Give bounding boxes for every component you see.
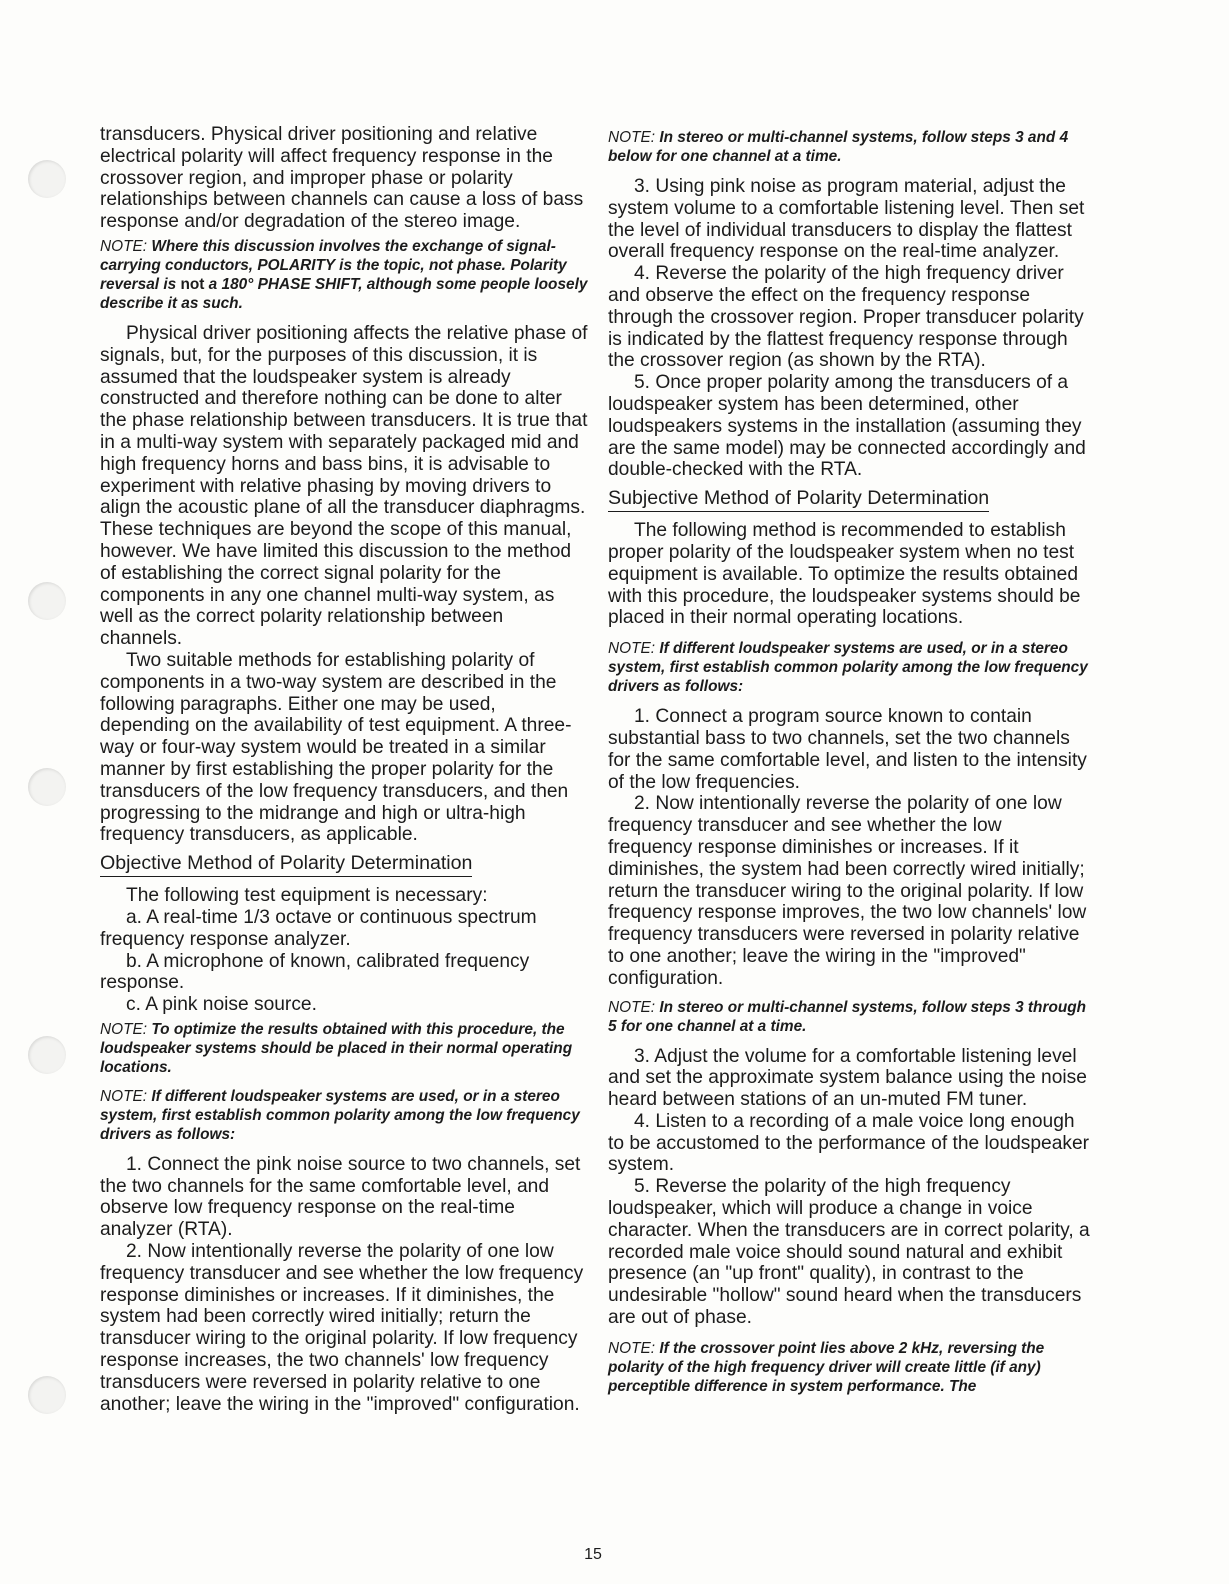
binder-hole [28, 768, 66, 806]
section-heading: Objective Method of Polarity Determination [100, 852, 472, 877]
right-column [608, 124, 1090, 1406]
list-item: b. A microphone of known, calibrated frequency response. [100, 950, 530, 994]
note-label: NOTE: [608, 1339, 656, 1357]
paragraph: Two suitable methods for establishing polarity of components in a two-way system are described in the following paragraphs. Either one may be used, depending on the availability of test equipment. A three-way or four-way system would be treated in a similar manner by first establishing the proper polarity for the transducers of the low frequency transducers, and then progressing to the midrange and high or ultra-high frequency transducers, as applicable. [100, 649, 572, 846]
note [100, 1087, 590, 1144]
note [100, 1020, 590, 1077]
note-text: a 180° PHASE SHIFT, although some people loosely describe it as such. [100, 275, 588, 312]
note [608, 128, 1090, 166]
note-text: If different loudspeaker systems are used, or in a stereo system, first establish common polarity among the low frequency drivers as follows: [100, 1087, 580, 1143]
note [608, 639, 1090, 696]
list-item: 2. Now intentionally reverse the polarity of one low frequency transducer and see whether the low frequency response diminishes or increases. If it diminishes, the system had been correctly wired initially; return the transducer wiring to the original polarity. If low frequency response improves, the two low channels' low frequency transducers were reversed in polarity relative to one another; leave the wiring in the "improved" configuration. [608, 793, 1087, 989]
note [100, 237, 590, 313]
note [608, 1339, 1090, 1396]
list-item: 1. Connect a program source known to contain substantial bass to two channels, set the two channels for the same comfortable level, and listen to the intensity of the low frequencies. [608, 706, 1087, 793]
list-item: 3. Adjust the volume for a comfortable listening level and set the approximate system balance using the noise heard between stations of an un-muted FM tuner. [608, 1045, 1087, 1111]
note-text: In stereo or multi-channel systems, follow steps 3 and 4 below for one channel at a time. [608, 129, 1069, 165]
note-label: NOTE: [100, 1087, 148, 1105]
note-label: NOTE: [608, 998, 656, 1016]
list-item: c. A pink noise source. [126, 994, 317, 1016]
note [608, 998, 1090, 1036]
list-item: 3. Using pink noise as program material, adjust the system volume to a comfortable listening level. Then set the level of individual transducers to display the flattest overall frequency response on the real-time analyzer. [608, 176, 1085, 263]
section-heading: Subjective Method of Polarity Determination [608, 487, 989, 512]
list-item: 2. Now intentionally reverse the polarity of one low frequency transducer and see whether the low frequency response diminishes or increases. If it diminishes, the system had been correctly wired initially; return the transducer wiring to the original polarity. If low frequency response increases, the two channels' low frequency transducers were reversed in polarity relative to one another; leave the wiring in the "improved" configuration. [100, 1241, 584, 1415]
list-item: 4. Listen to a recording of a male voice long enough to be accustomed to the performance of the loudspeaker system. [608, 1110, 1090, 1176]
paragraph: The following method is recommended to establish proper polarity of the loudspeaker system when no test equipment is available. To optimize the results obtained with this procedure, the loudspeaker systems should be placed in their normal operating locations. [608, 520, 1081, 629]
note-text: To optimize the results obtained with this procedure, the loudspeaker systems should be placed in their normal operating locations. [100, 1020, 573, 1076]
note-text: If the crossover point lies above 2 kHz, reversing the polarity of the high frequency driver will create little (if any) perceptible difference in system performance. The [608, 1339, 1045, 1395]
note-emphasis: not [180, 275, 205, 293]
list-item: a. A real-time 1/3 octave or continuous spectrum frequency response analyzer. [100, 906, 537, 950]
binder-hole [28, 1036, 66, 1074]
page-number: 15 [584, 1546, 602, 1563]
left-column [100, 124, 590, 1415]
note-label: NOTE: [608, 129, 656, 146]
note-label: NOTE: [100, 1020, 148, 1038]
note-text: In stereo or multi-channel systems, follow steps 3 through 5 for one channel at a time. [608, 998, 1087, 1035]
binder-hole [28, 160, 66, 198]
list-item: 5. Reverse the polarity of the high frequency loudspeaker, which will produce a change in voice character. When the transducers are in correct polarity, a recorded male voice should sound natural and exhibit presence (an "up front" quality), in contrast to the undesirable "hollow" sound heard when the transducers are out of phase. [608, 1176, 1090, 1329]
binder-hole [28, 582, 66, 620]
list-item: 4. Reverse the polarity of the high frequency driver and observe the effect on the frequency response through the crossover region. Proper transducer polarity is indicated by the flattest frequency response through the crossover region (as shown by the RTA). [608, 263, 1084, 372]
note-label: NOTE: [608, 640, 656, 658]
note-text: If different loudspeaker systems are used, or in a stereo system, first establish common polarity among the low frequency drivers as follows: [608, 640, 1088, 696]
list-item: 5. Once proper polarity among the transducers of a loudspeaker system has been determined, other loudspeakers systems in the installation (assuming they are the same model) may be connected accordingly and double-checked with the RTA. [608, 372, 1086, 481]
binder-hole [28, 1376, 66, 1414]
list-item: 1. Connect the pink noise source to two channels, set the two channels for the same comfortable level, and observe low frequency response on the real-time analyzer (RTA). [100, 1153, 581, 1241]
paragraph: transducers. Physical driver positioning and relative electrical polarity will affect frequency response in the crossover region, and improper phase or polarity relationships between channels can cause a loss of bass response and/or degradation of the stereo image. [100, 124, 584, 233]
paragraph: Physical driver positioning affects the relative phase of signals, but, for the purposes of this discussion, it is assumed that the loudspeaker system is already constructed and therefore nothing can be done to alter the phase relationship between transducers. It is true that in a multi-way system with separately packaged mid and high frequency horns and bass bins, it is advisable to experiment with relative phasing by moving drivers to align the acoustic plane of all the transducer diaphragms. These techniques are beyond the scope of this manual, however. We have limited this discussion to the method of establishing the correct signal polarity for the components in any one channel multi-way system, as well as the correct polarity relationship between channels. [100, 322, 588, 650]
paragraph: The following test equipment is necessary: [126, 885, 488, 907]
note-text: Where this discussion involves the exchange of signal-carrying conductors, POLARITY is the topic, not phase. Polarity reversal is [100, 237, 567, 293]
note-label: NOTE: [100, 237, 148, 255]
